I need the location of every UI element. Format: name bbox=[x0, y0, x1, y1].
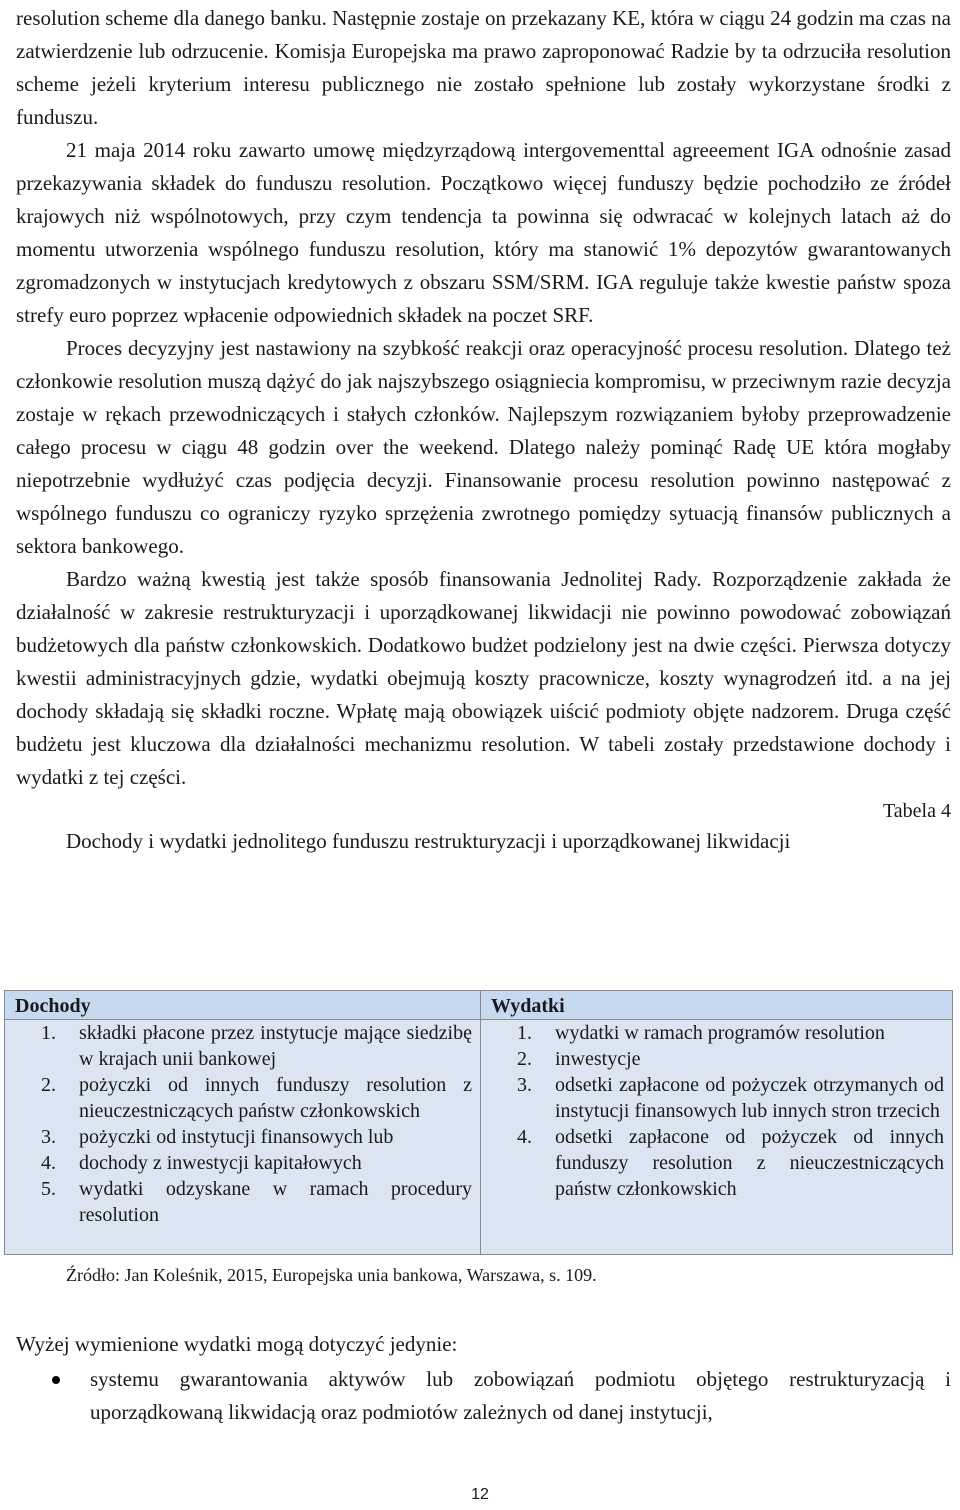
table-source: Źródło: Jan Koleśnik, 2015, Europejska unia bankowa, Warszawa, s. 109. bbox=[66, 1265, 597, 1285]
bullet-icon bbox=[52, 1376, 60, 1384]
income-header: Dochody bbox=[5, 991, 480, 1020]
bullet-item bbox=[16, 1363, 951, 1429]
income-expense-table bbox=[4, 990, 953, 1255]
income-column bbox=[5, 991, 481, 1254]
list-item: 3. pożyczki od instytucji finansowych lub bbox=[41, 1126, 394, 1148]
expense-header: Wydatki bbox=[481, 991, 952, 1020]
paragraph-2: 21 maja 2014 roku zawarto umowę międzyrządową intergovementtal agreeement IGA odnośnie zasad przekazywania składek do funduszu resolution. Początkowo więcej funduszy będzie pochodziło ze źródeł krajowych niż wspólnotowych, przy czym tendencja ta powinna się odwracać w kolejnych latach aż do momentu utworzenia wspólnego funduszu resolution, który ma stanowić 1% depozytów gwarantowanych zgromadzonych w instytucjach kredytowych z obszaru SSM/SRM. IGA reguluje także kwestie państw spoza strefy euro poprzez wpłacenie odpowiednich składek na poczet SRF. bbox=[16, 138, 951, 327]
list-item: 4. odsetki zapłacone od pożyczek od innych funduszy resolution z nieuczestniczących państw członkowskich bbox=[517, 1126, 944, 1200]
list-item: 1. wydatki w ramach programów resolution bbox=[517, 1022, 885, 1044]
income-list bbox=[5, 1020, 480, 1228]
table-caption: Dochody i wydatki jednolitego funduszu restrukturyzacji i uporządkowanej likwidacji bbox=[66, 829, 791, 853]
paragraph-4: Bardzo ważną kwestią jest także sposób finansowania Jednolitej Rady. Rozporządzenie zakłada że działalność w zakresie restrukturyzacji i uporządkowanej likwidacji nie powinno powodować zobowiązań budżetowych dla państw członkowskich. Dodatkowo budżet podzielony jest na dwie części. Pierwsza dotyczy kwestii administracyjnych gdzie, wydatki obejmują koszty pracownicze, koszty wynagrodzeń itd. a na jej dochody składają się składki roczne. Wpłatę mają obowiązek uiścić podmioty objęte nadzorem. Druga część budżetu jest kluczowa dla działalności mechanizmu resolution. W tabeli zostały przedstawione dochody i wydatki z tej części. bbox=[16, 567, 951, 789]
expense-list bbox=[481, 1020, 952, 1202]
paragraph-1: resolution scheme dla danego banku. Następnie zostaje on przekazany KE, która w ciągu 24 godzin ma czas na zatwierdzenie lub odrzucenie. Komisja Europejska ma prawo zaproponować Radzie by ta odrzuciła resolution scheme jeżeli kryterium interesu publicznego nie zostało spełnione lub zostały wykorzystane środki z funduszu. bbox=[16, 6, 951, 129]
bullet-text: systemu gwarantowania aktywów lub zobowiązań podmiotu objętego restrukturyzacją i uporządkowaną likwidacją oraz podmiotów zależnych od danej instytucji, bbox=[90, 1367, 951, 1424]
expense-column bbox=[481, 991, 952, 1254]
paragraph-3: Proces decyzyjny jest nastawiony na szybkość reakcji oraz operacyjność procesu resolution. Dlatego też członkowie resolution muszą dążyć do jak najszybszego osiągniecia kompromisu, w przeciwnym razie decyzja zostaje w rękach przewodniczących i stałych członków. Najlepszym rozwiązaniem byłoby przeprowadzenie całego procesu w ciągu 48 godzin over the weekend. Dlatego należy pominąć Radę UE która mogłaby niepotrzebnie wydłużyć czas podjęcia decyzji. Finansowanie procesu resolution powinno następować z wspólnego funduszu co ograniczy ryzyko sprzężenia zwrotnego pomiędzy sytuacją finansów publicznych a sektora bankowego. bbox=[16, 336, 951, 558]
list-item: 2. inwestycje bbox=[517, 1048, 641, 1070]
bullet-intro: Wyżej wymienione wydatki mogą dotyczyć jedynie: bbox=[16, 1332, 458, 1356]
document-body bbox=[16, 2, 951, 856]
list-item: 2. pożyczki od innych funduszy resolution z nieuczestniczących państw członkowskich bbox=[41, 1074, 472, 1122]
list-item: 1. składki płacone przez instytucje mające siedzibę w krajach unii bankowej bbox=[41, 1022, 472, 1070]
table-label: Tabela 4 bbox=[882, 800, 951, 822]
list-item: 4. dochody z inwestycji kapitałowych bbox=[41, 1152, 362, 1174]
page-number: 12 bbox=[471, 1486, 489, 1503]
after-table-section bbox=[16, 1328, 951, 1429]
list-item: 5. wydatki odzyskane w ramach procedury resolution bbox=[41, 1178, 472, 1226]
list-item: 3. odsetki zapłacone od pożyczek otrzymanych od instytucji finansowych lub innych stron trzecich bbox=[517, 1074, 944, 1122]
